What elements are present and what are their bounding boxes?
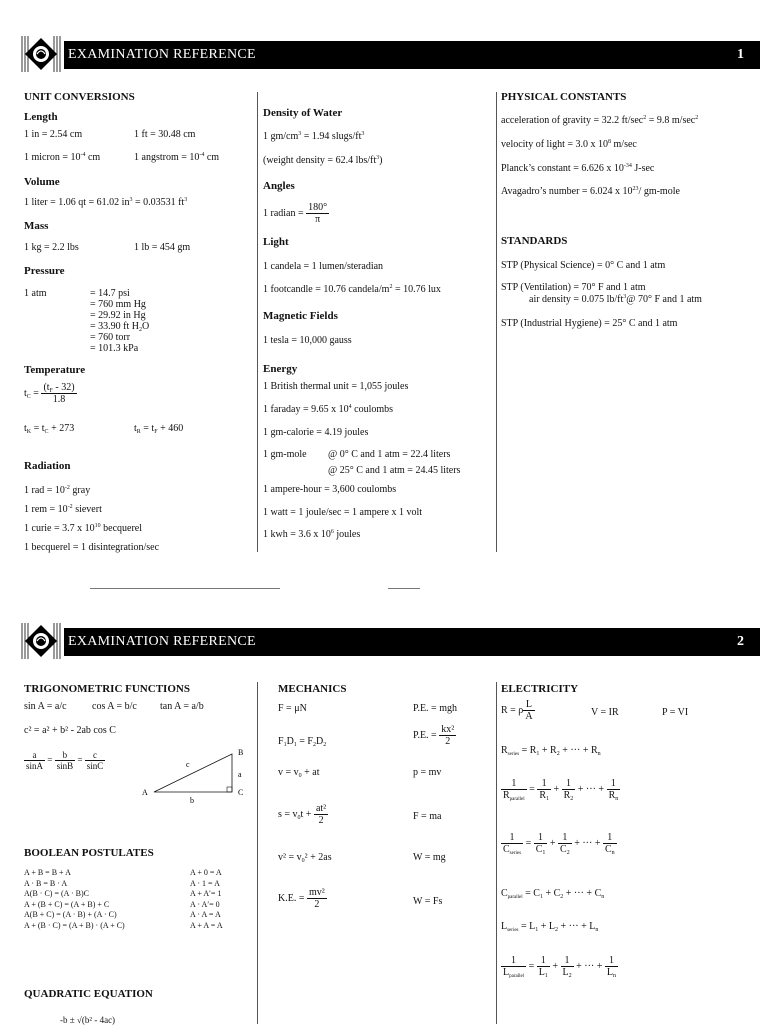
formula-law-of-cosines: c² = a² + b² - 2ab cos C <box>24 725 116 736</box>
boolean-rule: A + A′= 1 <box>190 889 222 899</box>
subheading-mass: Mass <box>24 220 49 232</box>
gm-mole-25c: @ 25° C and 1 atm = 24.45 liters <box>328 465 461 476</box>
standard-air-density: air density = 0.075 $lb/ft^3@$ 70° F and 1 atm <box>529 294 702 305</box>
boolean-left-list <box>24 868 125 932</box>
conversion-btu: 1 British thermal unit = 1,055 joules <box>263 381 409 392</box>
formula-capacitance-series: $\frac{1}{C_{series}}$ = $\frac{1}{C_1}$ + $\frac{1}{C_2}$ + ··· + $\frac{1}{C_n}$ <box>503 832 615 856</box>
header-bar <box>64 41 760 69</box>
section-title-quadratic: QUADRATIC EQUATION <box>24 988 153 1000</box>
subheading-radiation: Radiation <box>24 460 71 472</box>
formula-spring-energy: P.E. = $\frac{\text{kx²}}{2}$ <box>413 724 455 747</box>
water-weight-density: (weight density = 62.4 lbs/$ft^3$) <box>263 155 383 166</box>
boolean-rule: A + (B · C) = (A + B) · (A + C) <box>24 920 125 930</box>
formula-work: W = Fs <box>413 896 443 907</box>
boolean-rule: A · B = B · A <box>24 878 68 888</box>
formula-velocity: $v = v_0$ + at <box>278 767 320 779</box>
gm-mole-label: 1 gm-mole <box>263 449 307 460</box>
constant-gravity: acceleration of gravity = 32.2 $ft/\sec^2 = 9.8$ $m/\sec^2$ <box>501 115 699 126</box>
quadratic-formula-partial: -b ± √(b² - 4ac) <box>60 1015 116 1025</box>
conversion-faraday: 1 faraday = 9.65 x $10^4$ coulombs <box>263 404 394 415</box>
side-b-label: b <box>190 796 194 805</box>
conversion-rad: 1 rad = $10^{-2}$ gray <box>24 485 91 496</box>
emblem-icon <box>20 621 62 661</box>
side-c-label: c <box>186 760 190 769</box>
subheading-temperature: Temperature <box>24 364 86 376</box>
column-divider <box>257 682 258 1024</box>
formula-tan: tan A = a/b <box>160 701 204 712</box>
conversion-watt: 1 watt = 1 joule/sec = 1 ampere x 1 volt <box>263 507 423 518</box>
boolean-rule: A + (B + C) = (A + B) + C <box>24 899 110 909</box>
conversion-gm-calorie: 1 gm-calorie = 4.19 joules <box>263 427 369 438</box>
conversion-lb: 1 lb = 454 gm <box>134 242 191 253</box>
formula-law-of-sines: $\frac{a}{\sin A}$ = $\frac{b}{\sin B}$ = $\frac{c}{\sin C}$ <box>26 750 104 771</box>
formula-sin: sin A = a/c <box>24 701 67 712</box>
pressure-label: 1 atm <box>24 288 47 299</box>
pressure-values: = 14.7 psi = 760 mm Hg = 29.92 in Hg = 33.90 ft $H_2O$ = 760 torr = 101.3 kPa <box>90 288 150 354</box>
page-number: 1 <box>737 47 744 62</box>
column-divider <box>257 92 258 552</box>
conversion-inch: 1 in = 2.54 cm <box>24 129 83 140</box>
formula-kinetic-energy: K.E. = $\frac{\text{mv²}}{2}$ <box>278 887 325 910</box>
formula-power: P = VI <box>662 707 689 718</box>
formula-resistivity: R = ρ $\frac{L}{A}$ <box>501 699 533 722</box>
formula-friction: F = μN <box>278 703 307 714</box>
conversion-footcandle: 1 footcandle = 10.76 candela/$m^2 = 10.76$ lux <box>263 284 441 295</box>
conversion-kg: 1 kg = 2.2 lbs <box>24 242 79 253</box>
section-title-mechanics: MECHANICS <box>278 683 347 695</box>
subheading-magnetic-fields: Magnetic Fields <box>263 310 338 322</box>
subheading-pressure: Pressure <box>24 265 65 277</box>
page-title: EXAMINATION REFERENCE <box>68 634 256 649</box>
formula-velocity-squared: $v^2 = v_0^2 + 2as$ <box>278 852 332 864</box>
boolean-rule: A + B = B + A <box>24 868 71 877</box>
column-divider <box>496 92 497 552</box>
conversion-kwh: 1 kwh = 3.6 x $10^6$ joules <box>263 529 361 540</box>
boolean-rule: A · A′= 0 <box>190 899 220 909</box>
subheading-length: Length <box>24 111 58 123</box>
formula-resistance-series: $R_{series} = R_1 + R_2$ + ··· + $R_n$ <box>501 745 601 757</box>
subheading-angles: Angles <box>263 180 295 192</box>
conversion-angstrom: 1 angstrom = $10^{-4}$ cm <box>134 152 220 163</box>
formula-rankine: $t_R = t_F + 460$ <box>134 423 184 435</box>
formula-lever: $F_1D_1 = F_2D_2$ <box>278 736 327 748</box>
formula-weight: W = mg <box>413 852 446 863</box>
section-title-trigonometric: TRIGONOMETRIC FUNCTIONS <box>24 683 190 695</box>
conversion-rem: 1 rem = $10^{-2}$ sievert <box>24 504 102 515</box>
page2-header <box>20 625 760 659</box>
formula-radian: 1 radian = $\frac{180^\circ}{\pi}$ <box>263 202 328 225</box>
formula-inductance-parallel: $\frac{1}{L_{parallel}}$ = $\frac{1}{L_1}$ + $\frac{1}{L_2}$ + ··· + $\frac{1}{L_n}$ <box>503 955 616 979</box>
conversion-liter: 1 liter = 1.06 qt = 61.02 $in^3 = 0.03531$ $ft^3$ <box>24 197 188 208</box>
page-title: EXAMINATION REFERENCE <box>68 47 256 62</box>
section-title-boolean: BOOLEAN POSTULATES <box>24 847 154 859</box>
conversion-candela: 1 candela = 1 lumen/steradian <box>263 261 384 272</box>
conversion-curie: 1 curie = 3.7 x $10^{10}$ becquerel <box>24 523 142 534</box>
section-title-standards: STANDARDS <box>501 235 568 247</box>
section-title-physical-constants: PHYSICAL CONSTANTS <box>501 91 627 103</box>
conversion-foot: 1 ft = 30.48 cm <box>134 129 196 140</box>
boolean-right-list <box>190 868 223 932</box>
page-number: 2 <box>737 634 744 649</box>
formula-potential-energy: P.E. = mgh <box>413 703 457 714</box>
formula-ohms-law: V = IR <box>591 707 619 718</box>
page-separator <box>90 588 280 589</box>
section-title-electricity: ELECTRICITY <box>501 683 579 695</box>
formula-capacitance-parallel: $C_{parallel} = C_1 + C_2$ + ··· + $C_n$ <box>501 888 605 900</box>
formula-inductance-series: $L_{series} = L_1 + L_2$ + ··· + $L_n$ <box>501 921 599 933</box>
subheading-volume: Volume <box>24 176 60 188</box>
standard-physical-science: STP (Physical Science) = 0° C and 1 atm <box>501 260 666 271</box>
boolean-rule: A · 1 = A <box>190 878 220 888</box>
conversion-ampere-hour: 1 ampere-hour = 3,600 coulombs <box>263 484 397 495</box>
formula-cos: cos A = b/c <box>92 701 137 712</box>
subheading-energy: Energy <box>263 363 298 375</box>
formula-celsius: $t_C$ = $\frac{(t_F - 32)}{1.8}$ <box>24 382 75 405</box>
emblem-icon <box>20 34 62 74</box>
standard-ventilation: STP (Ventilation) = 70° F and 1 atm <box>501 282 646 293</box>
subheading-density-of-water: Density of Water <box>263 107 343 119</box>
formula-resistance-parallel: $\frac{1}{R_{parallel}}$ = $\frac{1}{R_1}$ + $\frac{1}{R_2}$ + ··· + $\frac{1}{R_n}$ <box>503 778 619 802</box>
boolean-rule: A · A = A <box>190 910 221 920</box>
conversion-becquerel: 1 becquerel = 1 disintegration/sec <box>24 542 160 553</box>
page1-header <box>20 38 760 72</box>
gm-mole-stp: @ 0° C and 1 atm = 22.4 liters <box>328 449 451 460</box>
column-divider <box>496 682 497 1024</box>
boolean-rule: A(B · C) = (A · B)C <box>24 889 89 899</box>
vertex-a-label: A <box>142 788 148 797</box>
boolean-rule: A(B + C) = (A · B) + (A · C) <box>24 910 117 920</box>
formula-displacement: $s = v_0t$ + $\frac{\text{at²}}{2}$ <box>278 803 327 826</box>
section-title-unit-conversions: UNIT CONVERSIONS <box>24 91 135 103</box>
constant-avogadro: Avagadro’s number = 6.024 x $10^{23}/$ gm-mole <box>501 186 680 197</box>
formula-momentum: p = mv <box>413 767 442 778</box>
side-a-label: a <box>238 770 242 779</box>
vertex-c-label: C <box>238 788 244 797</box>
constant-light-velocity: velocity of light = 3.0 x $10^8$ m/sec <box>501 139 637 150</box>
boolean-rule: A + 0 = A <box>190 868 222 877</box>
subheading-light: Light <box>263 236 289 248</box>
header-bar <box>64 628 760 656</box>
formula-newton-second-law: F = ma <box>413 811 442 822</box>
formula-kelvin: $t_K = t_C + 273$ <box>24 423 75 435</box>
water-density: 1 $gm/cm^3 = 1.94$ slugs/$ft^3$ <box>263 131 365 142</box>
conversion-tesla: 1 tesla = 10,000 gauss <box>263 335 352 346</box>
boolean-rule: A + A = A <box>190 920 223 930</box>
right-triangle-diagram <box>140 745 255 807</box>
conversion-micron: 1 micron = $10^{-4}$ cm <box>24 152 101 163</box>
vertex-b-label: B <box>238 748 244 757</box>
standard-industrial-hygiene: STP (Industrial Hygiene) = 25° C and 1 atm <box>501 318 678 329</box>
page-separator <box>388 588 420 589</box>
constant-planck: Planck’s constant = 6.626 x $10^{-34}$ J-sec <box>501 163 655 174</box>
